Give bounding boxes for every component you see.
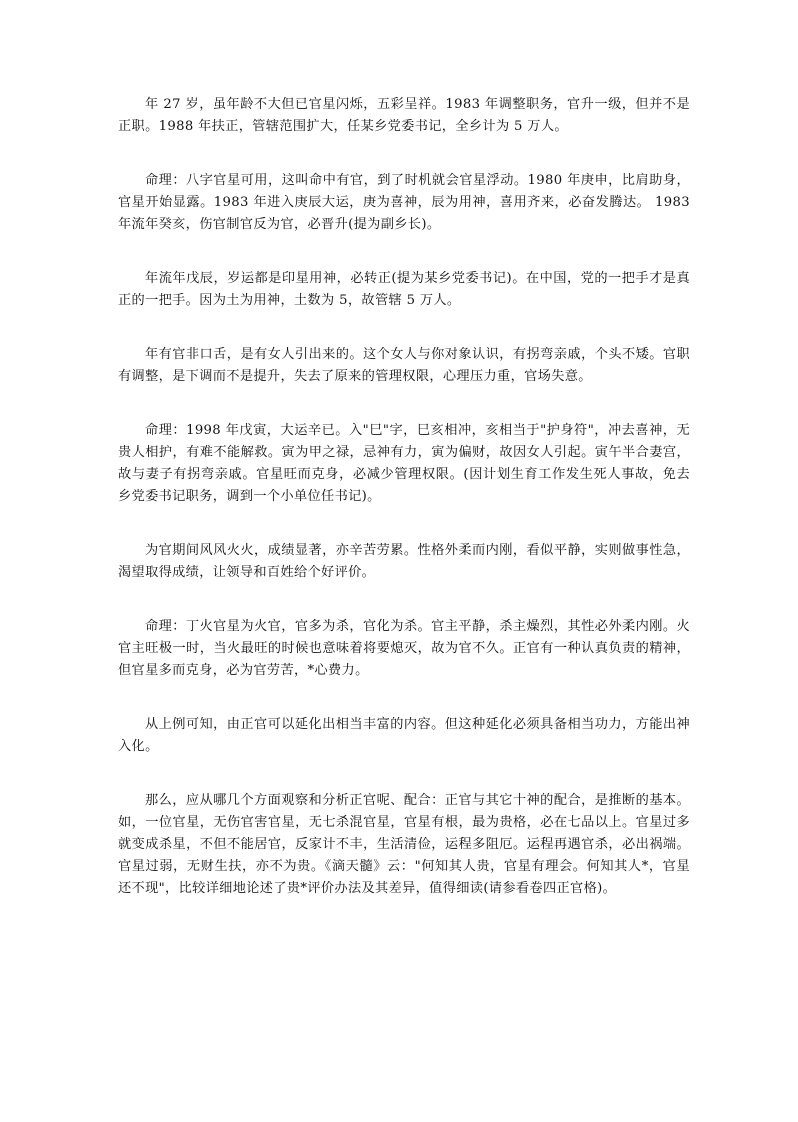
paragraph-3: 年流年戊辰，岁运都是印星用神，必转正(提为某乡党委书记)。在中国，党的一把手才是真正的一把手。因为土为用神，土数为 5，故管辖 5 万人。 <box>118 271 690 308</box>
paragraph-8: 从上例可知，由正官可以延化出相当丰富的内容。但这种延化必须具备相当功力，方能出神入化。 <box>118 717 690 754</box>
paragraph-5: 命理：1998 年戊寅，大运辛已。入"巳"字，巳亥相冲，亥相当于"护身符"，冲去喜神，无贵人相护，有难不能解救。寅为甲之禄，忌神有力，寅为偏财，故因女人引起。寅午半合妻宫，故与妻子有拐弯亲戚。官星旺而克身，必减少管理权限。(因计划生育工作发生死人事故，免去乡党委书记职务，调到一个小单位任书记)。 <box>118 423 690 504</box>
paragraph-1: 年 27 岁，虽年龄不大但已官星闪烁，五彩呈祥。1983 年调整职务，官升一级，但并不是正职。1988 年扶正，管辖范围扩大，任某乡党委书记，全乡计为 5 万人。 <box>118 97 690 134</box>
paragraph-2: 命理：八字官星可用，这叫命中有官，到了时机就会官星浮动。1980 年庚申，比肩助身，官星开始显露。1983 年进入庚辰大运，庚为喜神，辰为用神，喜用齐来，必奋发腾达。 1983 年流年癸亥，伤官制官反为官，必晋升(提为副乡长)。 <box>118 173 690 232</box>
paragraph-9: 那么，应从哪几个方面观察和分析正官呢、配合：正官与其它十神的配合，是推断的基本。如，一位官星，无伤官害官星，无七杀混官星，官星有根，最为贵格，必在七品以上。官星过多就变成杀星，不但不能居官，反家计不丰，生活清俭，运程多阻厄。运程再遇官杀，必出祸端。官星过弱，无财生扶，亦不为贵。《滴天髓》云："何知其人贵，官星有理会。何知其人*，官星还不现"，比较详细地论述了贵*评价办法及其差异，值得细读(请参看卷四正官格)。 <box>118 793 690 896</box>
document-page <box>118 94 690 932</box>
paragraph-4: 年有官非口舌，是有女人引出来的。这个女人与你对象认识，有拐弯亲戚，个头不矮。官职有调整，是下调而不是提升，失去了原来的管理权限，心理压力重，官场失意。 <box>118 347 690 384</box>
paragraph-7: 命理：丁火官星为火官，官多为杀，官化为杀。官主平静，杀主燥烈，其性必外柔内刚。火官主旺极一时，当火最旺的时候也意味着将要熄灭，故为官不久。正官有一种认真负责的精神，但官星多而克身，必为官劳苦，*心费力。 <box>118 619 690 678</box>
paragraph-6: 为官期间风风火火，成绩显著，亦辛苦劳累。性格外柔而内刚，看似平静，实则做事性急，渴望取得成绩，让领导和百姓给个好评价。 <box>118 543 690 580</box>
